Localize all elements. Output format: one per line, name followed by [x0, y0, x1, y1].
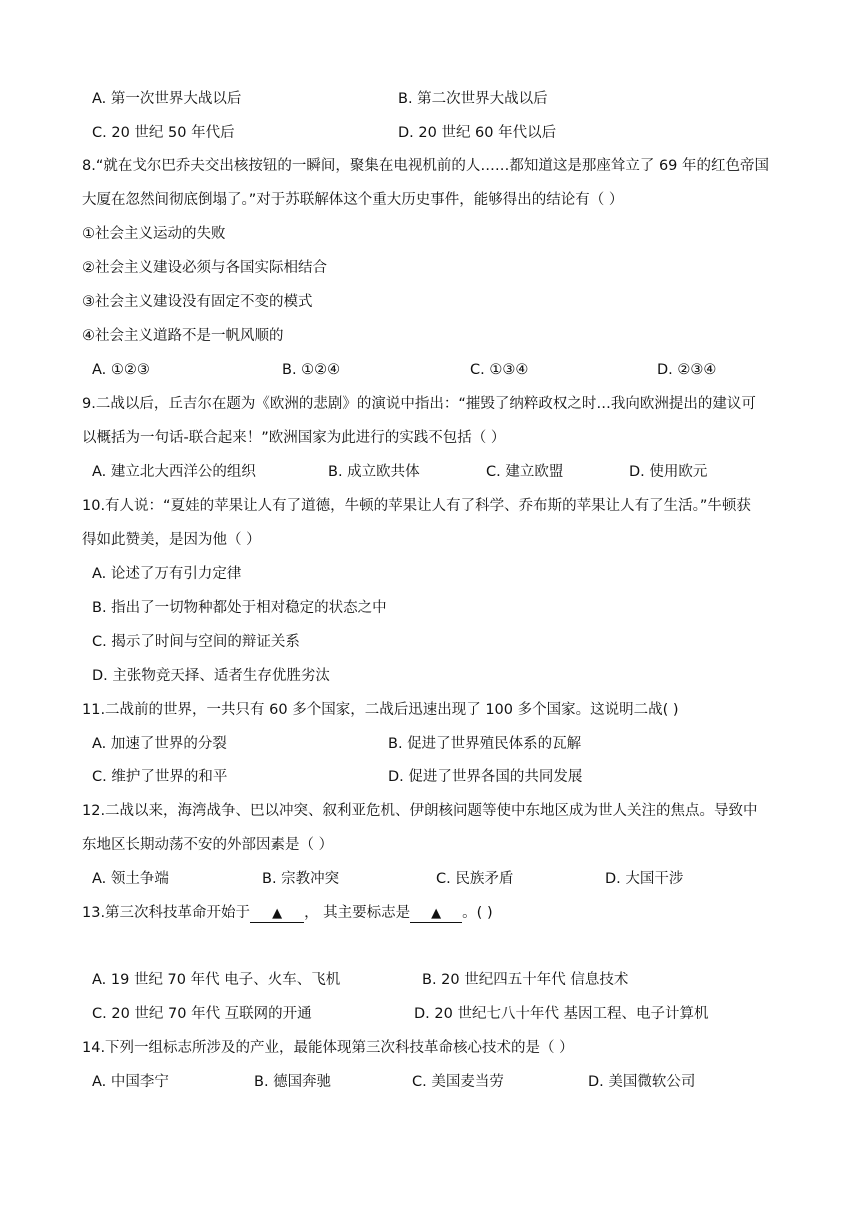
q11-stem-line1: 11.二战前的世界，一共只有 60 多个国家，二战后迅速出现了 100 多个国家。这说明二战( ) [82, 702, 679, 718]
q9-stem-line1: 9.二战以后，丘吉尔在题为《欧洲的悲剧》的演说中指出：“摧毁了纳粹政权之时…我向欧洲提出的建议可 [82, 396, 756, 412]
q10-option-c: C. 揭示了时间与空间的辩证关系 [92, 634, 300, 650]
q11-option-a: A. 加速了世界的分裂 [92, 736, 227, 752]
q7-option-b: B. 第二次世界大战以后 [398, 91, 548, 107]
q12-option-d: D. 大国干涉 [605, 871, 684, 887]
q12-stem-line1: 12.二战以来，海湾战争、巴以冲突、叙利亚危机、伊朗核问题等使中东地区成为世人关注的焦点。导致中 [82, 803, 758, 819]
q7-option-c: C. 20 世纪 50 年代后 [92, 125, 235, 141]
q13-blank-1 [250, 905, 304, 923]
q9-option-c: C. 建立欧盟 [486, 464, 564, 480]
q11-option-b: B. 促进了世界殖民体系的瓦解 [388, 736, 582, 752]
q8-option-b: B. ①②④ [282, 362, 341, 378]
q11-option-d: D. 促进了世界各国的共同发展 [388, 769, 583, 785]
q14-option-a: A. 中国李宁 [92, 1074, 169, 1090]
q13-suffix: 。( ) [462, 905, 493, 921]
q12-option-c: C. 民族矛盾 [436, 871, 514, 887]
q10-stem-line2: 得如此赞美，是因为他（ ） [82, 532, 261, 548]
q9-option-a: A. 建立北大西洋公的组织 [92, 464, 256, 480]
q8-item-2: ②社会主义建设必须与各国实际相结合 [82, 260, 327, 276]
q13-blank-2 [410, 905, 462, 923]
triangle-marker-icon: ▲ [431, 906, 442, 921]
q8-item-3: ③社会主义建设没有固定不变的模式 [82, 294, 313, 310]
q10-stem-line1: 10.有人说：“夏娃的苹果让人有了道德，牛顿的苹果让人有了科学、乔布斯的苹果让人有了生活。”牛顿获 [82, 498, 751, 514]
q9-stem-line2: 以概括为一句话-联合起来！”欧洲国家为此进行的实践不包括（ ） [82, 430, 506, 446]
q13-stem [82, 903, 493, 923]
q12-option-a: A. 领土争端 [92, 871, 169, 887]
q13-prefix: 13.第三次科技革命开始于 [82, 905, 251, 921]
q10-option-b: B. 指出了一切物种都处于相对稳定的状态之中 [92, 600, 387, 616]
q13-option-b: B. 20 世纪四五十年代 信息技术 [422, 972, 629, 988]
q8-option-a: A. ①②③ [92, 362, 150, 378]
q10-option-d: D. 主张物竞天择、适者生存优胜劣汰 [92, 668, 330, 684]
triangle-marker-icon: ▲ [272, 906, 283, 921]
q13-middle: ， 其主要标志是 [304, 905, 411, 921]
q10-option-a: A. 论述了万有引力定律 [92, 566, 242, 582]
q13-option-c: C. 20 世纪 70 年代 互联网的开通 [92, 1006, 312, 1022]
q12-stem-line2: 东地区长期动荡不安的外部因素是（ ） [82, 837, 334, 853]
q14-option-b: B. 德国奔驰 [254, 1074, 332, 1090]
q8-item-4: ④社会主义道路不是一帆风顺的 [82, 328, 284, 344]
q13-option-d: D. 20 世纪七八十年代 基因工程、电子计算机 [414, 1006, 709, 1022]
q8-stem-line2: 大厦在忽然间彻底倒塌了。”对于苏联解体这个重大历史事件，能够得出的结论有（ ） [82, 192, 624, 208]
q14-stem-line1: 14.下列一组标志所涉及的产业，最能体现第三次科技革命核心技术的是（ ） [82, 1040, 574, 1056]
q14-option-c: C. 美国麦当劳 [412, 1074, 504, 1090]
q14-option-d: D. 美国微软公司 [588, 1074, 696, 1090]
q13-option-a: A. 19 世纪 70 年代 电子、火车、飞机 [92, 972, 341, 988]
q8-stem-line1: 8.“就在戈尔巴乔夫交出核按钮的一瞬间，聚集在电视机前的人……都知道这是那座耸立了 69 年的红色帝国 [82, 158, 770, 174]
q7-option-d: D. 20 世纪 60 年代以后 [398, 125, 557, 141]
q8-option-d: D. ②③④ [657, 362, 717, 378]
q7-option-a: A. 第一次世界大战以后 [92, 91, 242, 107]
q9-option-b: B. 成立欧共体 [328, 464, 420, 480]
q8-option-c: C. ①③④ [470, 362, 529, 378]
q8-item-1: ①社会主义运动的失败 [82, 226, 226, 242]
q11-option-c: C. 维护了世界的和平 [92, 769, 228, 785]
q12-option-b: B. 宗教冲突 [262, 871, 340, 887]
q9-option-d: D. 使用欧元 [629, 464, 708, 480]
